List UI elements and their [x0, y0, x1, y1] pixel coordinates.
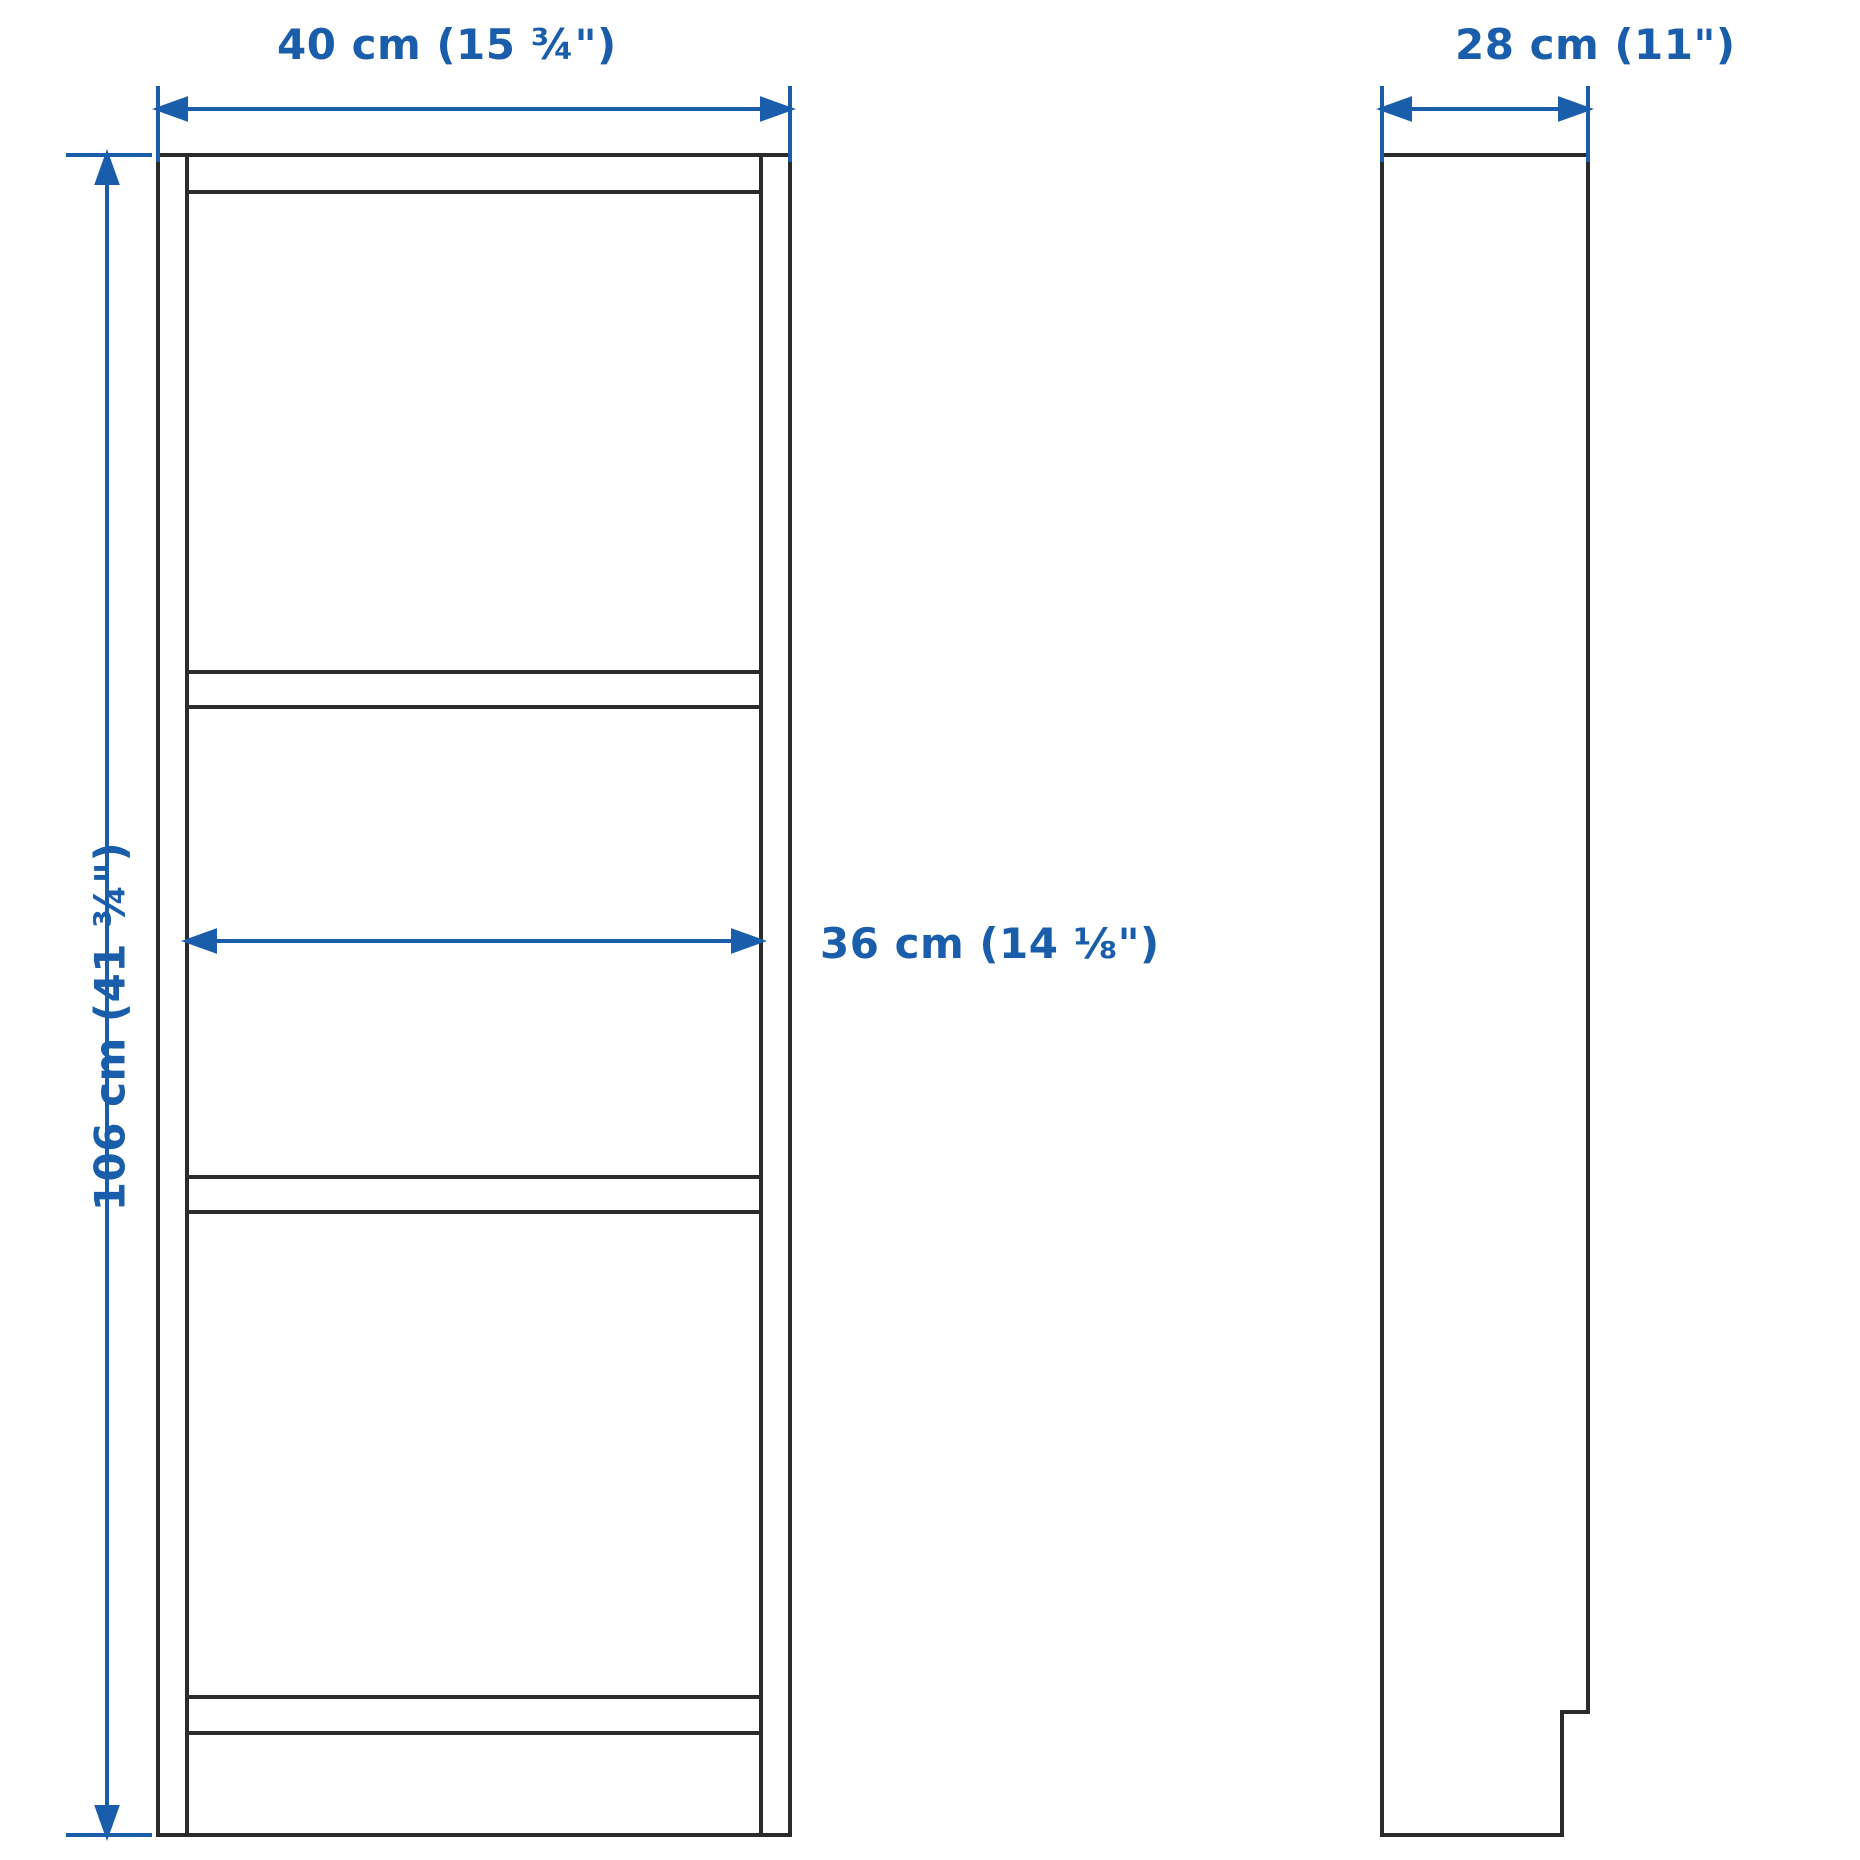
- side-panel-outline: [1382, 155, 1588, 1835]
- arrowhead-front-width-right: [762, 99, 790, 119]
- side-view-group: [1382, 155, 1588, 1835]
- dimension-label-front-width: 40 cm (15 ¾"): [277, 20, 617, 69]
- arrowhead-height-bottom: [97, 1807, 117, 1835]
- dimension-label-height: 106 cm (41 ¾"): [85, 841, 135, 1212]
- front-view-group: [158, 155, 790, 1835]
- arrowhead-side-width-right: [1560, 99, 1588, 119]
- arrowhead-front-width-left: [158, 99, 186, 119]
- dimension-label-shelf-width: 36 cm (14 ⅛"): [820, 919, 1160, 968]
- arrowhead-shelf-width-left: [187, 931, 215, 951]
- arrowhead-side-width-left: [1382, 99, 1410, 119]
- dimension-label-side-width: 28 cm (11"): [1455, 20, 1736, 69]
- front-outer-body: [158, 155, 790, 1835]
- arrowhead-shelf-width-right: [733, 931, 761, 951]
- arrowhead-height-top: [97, 155, 117, 183]
